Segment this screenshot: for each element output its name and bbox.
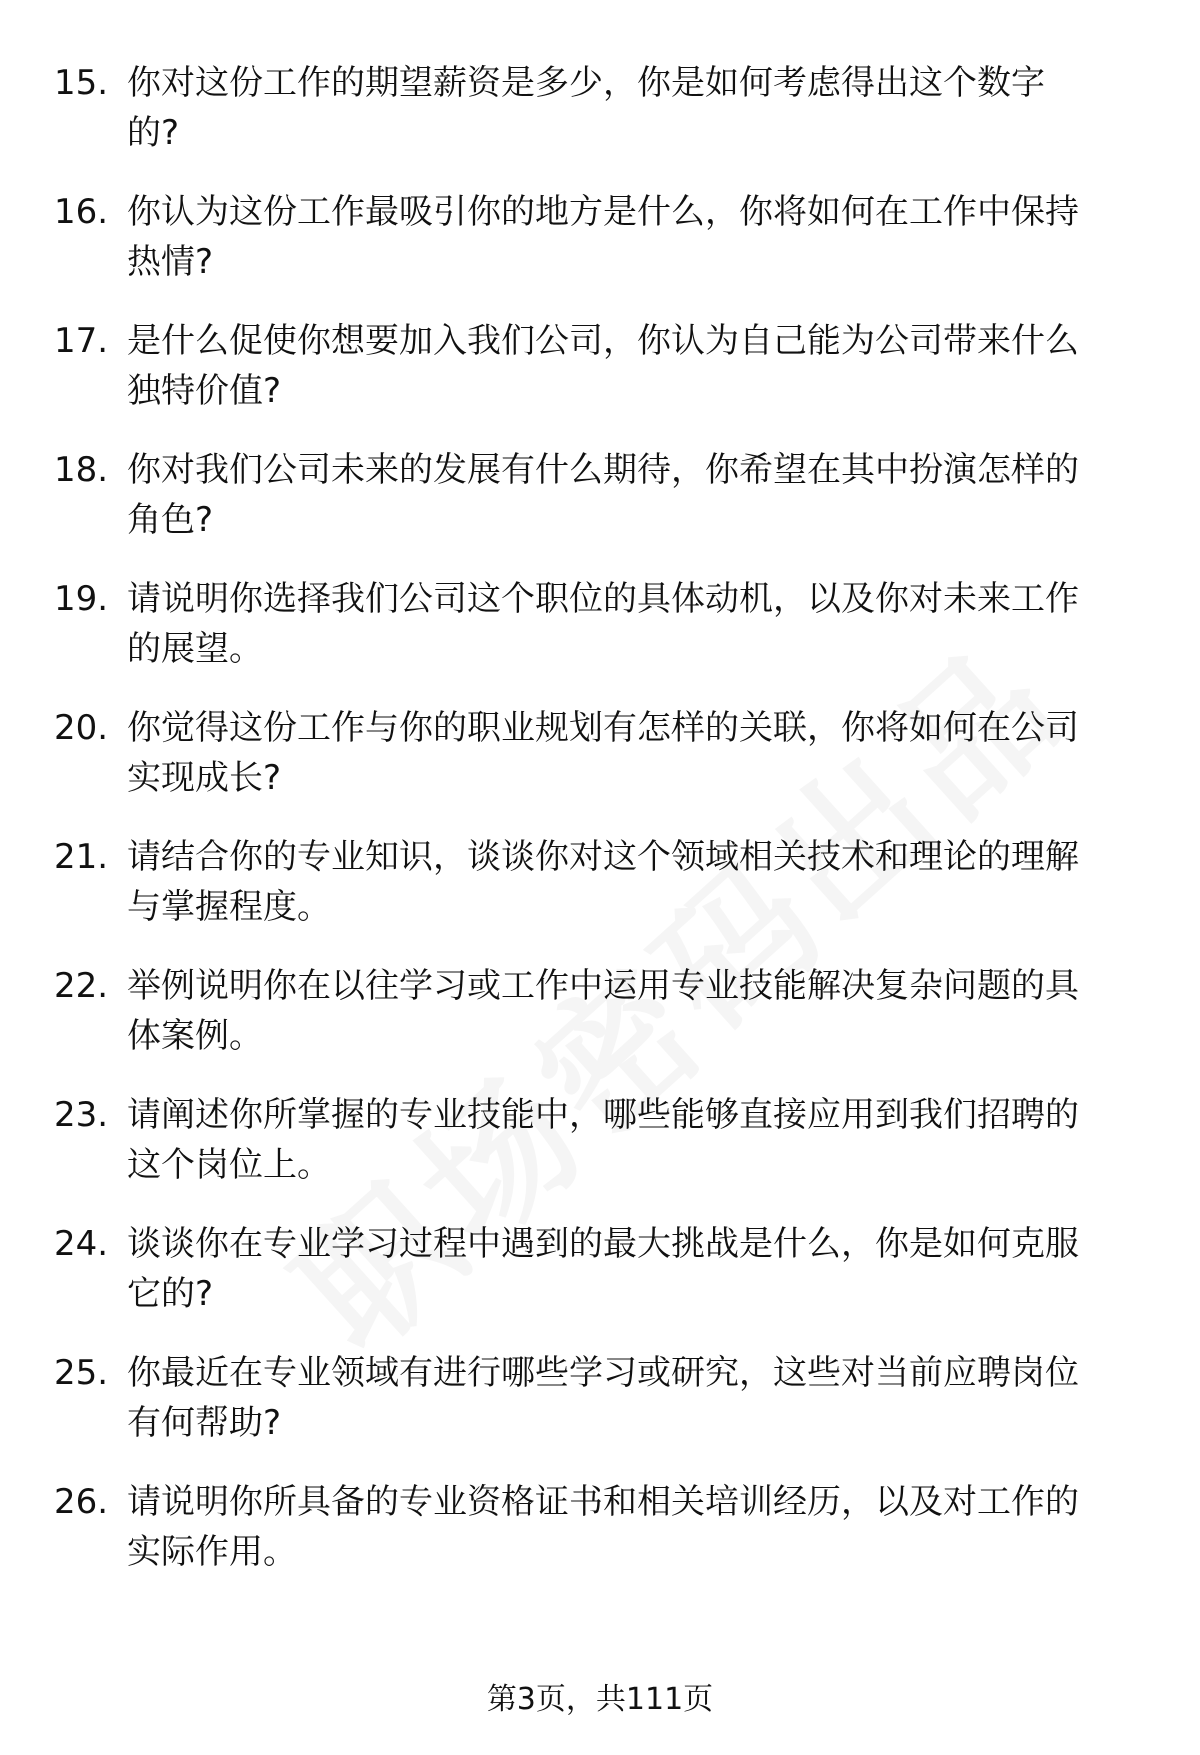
question-text: 你对我们公司未来的发展有什么期待，你希望在其中扮演怎样的 角色? bbox=[127, 450, 1079, 540]
list-item bbox=[0, 703, 1200, 803]
list-item bbox=[0, 574, 1200, 674]
question-number: 24. bbox=[54, 1224, 109, 1264]
question-text: 你最近在专业领域有进行哪些学习或研究，这些对当前应聘岗位 有何帮助? bbox=[127, 1353, 1079, 1443]
page-number: 第3页，共111页 bbox=[486, 1682, 714, 1717]
list-item bbox=[0, 1477, 1200, 1577]
question-text: 举例说明你在以往学习或工作中运用专业技能解决复杂问题的具 体案例。 bbox=[127, 966, 1079, 1056]
question-number: 22. bbox=[54, 966, 109, 1006]
question-text: 请说明你选择我们公司这个职位的具体动机，以及你对未来工作 的展望。 bbox=[127, 579, 1079, 669]
question-text: 谈谈你在专业学习过程中遇到的最大挑战是什么，你是如何克服 它的? bbox=[127, 1224, 1079, 1314]
question-number: 17. bbox=[54, 321, 109, 361]
list-item bbox=[0, 316, 1200, 416]
question-text: 是什么促使你想要加入我们公司，你认为自己能为公司带来什么 独特价值? bbox=[127, 321, 1079, 411]
question-text: 你对这份工作的期望薪资是多少，你是如何考虑得出这个数字 的? bbox=[127, 63, 1045, 153]
question-text: 请说明你所具备的专业资格证书和相关培训经历，以及对工作的 实际作用。 bbox=[127, 1482, 1079, 1572]
question-text: 请阐述你所掌握的专业技能中，哪些能够直接应用到我们招聘的 这个岗位上。 bbox=[127, 1095, 1079, 1185]
list-item bbox=[0, 1348, 1200, 1448]
list-item bbox=[0, 187, 1200, 287]
list-item bbox=[0, 961, 1200, 1061]
question-number: 23. bbox=[54, 1095, 109, 1135]
question-text: 请结合你的专业知识，谈谈你对这个领域相关技术和理论的理解 与掌握程度。 bbox=[127, 837, 1079, 927]
question-number: 16. bbox=[54, 192, 109, 232]
question-text: 你认为这份工作最吸引你的地方是什么，你将如何在工作中保持 热情? bbox=[127, 192, 1079, 282]
question-list bbox=[0, 58, 1200, 1606]
list-item bbox=[0, 58, 1200, 158]
question-number: 18. bbox=[54, 450, 109, 490]
question-number: 15. bbox=[54, 63, 109, 103]
list-item bbox=[0, 445, 1200, 545]
list-item bbox=[0, 832, 1200, 932]
question-number: 19. bbox=[54, 579, 109, 619]
question-number: 26. bbox=[54, 1482, 109, 1522]
list-item bbox=[0, 1219, 1200, 1319]
question-number: 20. bbox=[54, 708, 109, 748]
question-text: 你觉得这份工作与你的职业规划有怎样的关联，你将如何在公司 实现成长? bbox=[127, 708, 1079, 798]
list-item bbox=[0, 1090, 1200, 1190]
question-number: 21. bbox=[54, 837, 109, 877]
question-number: 25. bbox=[54, 1353, 109, 1393]
